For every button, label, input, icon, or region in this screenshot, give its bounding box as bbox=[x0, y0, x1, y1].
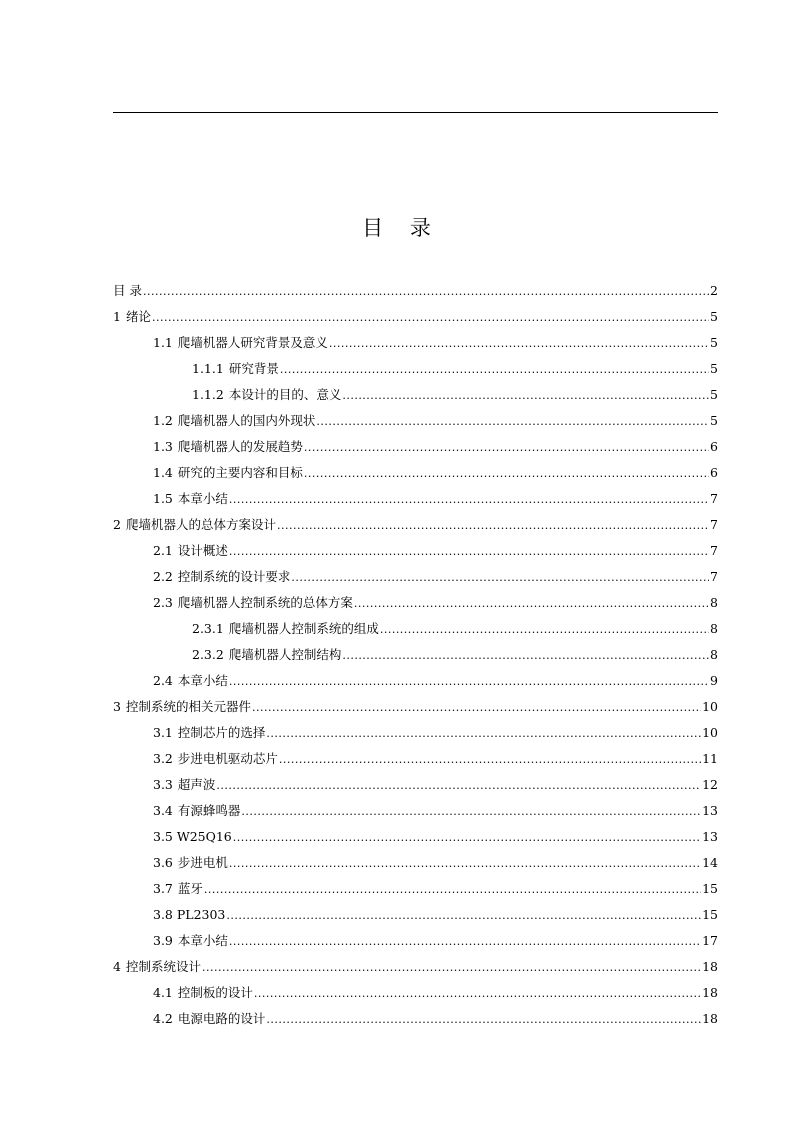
toc-entry-page-number: 10 bbox=[702, 725, 718, 740]
toc-entry-title: 控制系统的相关元器件 bbox=[125, 699, 251, 714]
toc-entry-number: 2.4 bbox=[153, 673, 173, 688]
toc-dot-leader bbox=[280, 362, 709, 378]
toc-entry-number: 1.3 bbox=[153, 439, 173, 454]
toc-entry-title: 爬墙机器人控制结构 bbox=[228, 647, 342, 662]
toc-entry[interactable] bbox=[113, 876, 718, 902]
toc-entry-title: 本设计的目的、意义 bbox=[228, 387, 342, 402]
toc-entry-page-number: 17 bbox=[702, 933, 718, 948]
toc-entry-number: 3.7 bbox=[153, 881, 173, 896]
toc-entry[interactable] bbox=[113, 356, 718, 382]
toc-entry-page-number: 2 bbox=[710, 283, 718, 298]
toc-entry-page-number: 6 bbox=[710, 465, 718, 480]
toc-entry-page-number: 18 bbox=[702, 1011, 718, 1026]
toc-entry-page-number: 8 bbox=[710, 647, 718, 662]
toc-entry-title: 超声波 bbox=[177, 777, 216, 792]
toc-entry-page-number: 10 bbox=[702, 699, 718, 714]
toc-entry-page-number: 7 bbox=[710, 517, 718, 532]
toc-entry-title: 电源电路的设计 bbox=[177, 1011, 266, 1026]
toc-dot-leader bbox=[229, 544, 709, 560]
toc-dot-leader bbox=[342, 388, 709, 404]
toc-entry-page-number: 8 bbox=[710, 595, 718, 610]
toc-dot-leader bbox=[342, 648, 709, 664]
toc-dot-leader bbox=[229, 492, 709, 508]
toc-entry-number: 2 bbox=[113, 517, 121, 532]
toc-entry-page-number: 5 bbox=[710, 413, 718, 428]
toc-dot-leader bbox=[380, 622, 709, 638]
toc-entry-title: 爬墙机器人的总体方案设计 bbox=[125, 517, 276, 532]
toc-entry-number: 2.2 bbox=[153, 569, 173, 584]
toc-entry-number: 4.1 bbox=[153, 985, 173, 1000]
toc-entry-page-number: 14 bbox=[702, 855, 718, 870]
toc-entry[interactable] bbox=[113, 850, 718, 876]
toc-entry-number: 2.1 bbox=[153, 543, 173, 558]
toc-entry-number: 1.1.2 bbox=[192, 387, 224, 402]
toc-entry[interactable] bbox=[113, 1006, 718, 1032]
toc-entry-page-number: 7 bbox=[710, 543, 718, 558]
toc-entry-page-number: 18 bbox=[702, 959, 718, 974]
toc-entry-number: 2.3.1 bbox=[192, 621, 224, 636]
toc-entry[interactable] bbox=[113, 330, 718, 356]
toc-dot-leader bbox=[304, 440, 709, 456]
toc-entry-title: 爬墙机器人控制系统的组成 bbox=[228, 621, 379, 636]
header-rule bbox=[113, 112, 718, 113]
toc-dot-leader bbox=[304, 466, 709, 482]
toc-entry[interactable] bbox=[113, 798, 718, 824]
toc-entry-page-number: 12 bbox=[702, 777, 718, 792]
toc-entry-page-number: 5 bbox=[710, 309, 718, 324]
toc-dot-leader bbox=[279, 752, 701, 768]
toc-entry[interactable] bbox=[113, 512, 718, 538]
toc-entry-title: 研究背景 bbox=[228, 361, 279, 376]
toc-entry-title: 蓝牙 bbox=[177, 881, 203, 896]
toc-entry[interactable] bbox=[113, 278, 718, 304]
toc-entry-number: 3.4 bbox=[153, 803, 173, 818]
toc-entry-title: 爬墙机器人研究背景及意义 bbox=[177, 335, 328, 350]
toc-dot-leader bbox=[229, 674, 709, 690]
toc-list bbox=[113, 278, 718, 1032]
toc-entry-title: 设计概述 bbox=[177, 543, 228, 558]
toc-entry-title: 本章小结 bbox=[177, 491, 228, 506]
toc-dot-leader bbox=[254, 986, 701, 1002]
toc-entry-title: 控制芯片的选择 bbox=[177, 725, 266, 740]
toc-entry-page-number: 5 bbox=[710, 361, 718, 376]
toc-entry[interactable] bbox=[113, 720, 718, 746]
toc-entry[interactable] bbox=[113, 954, 718, 980]
toc-entry-page-number: 15 bbox=[702, 881, 718, 896]
toc-entry-number: 4.2 bbox=[153, 1011, 173, 1026]
toc-entry-number: 3.1 bbox=[153, 725, 173, 740]
toc-entry-number: 3 bbox=[113, 699, 121, 714]
toc-entry-number: 4 bbox=[113, 959, 121, 974]
toc-entry[interactable] bbox=[113, 668, 718, 694]
toc-entry[interactable] bbox=[113, 538, 718, 564]
toc-entry[interactable] bbox=[113, 304, 718, 330]
toc-entry-page-number: 7 bbox=[710, 491, 718, 506]
toc-entry[interactable] bbox=[113, 564, 718, 590]
toc-entry-page-number: 13 bbox=[702, 829, 718, 844]
toc-entry[interactable] bbox=[113, 928, 718, 954]
toc-entry-number: 1.1.1 bbox=[192, 361, 224, 376]
toc-entry[interactable] bbox=[113, 772, 718, 798]
toc-entry[interactable] bbox=[113, 616, 718, 642]
toc-entry-number: 1.4 bbox=[153, 465, 173, 480]
toc-dot-leader bbox=[266, 726, 701, 742]
toc-entry[interactable] bbox=[113, 590, 718, 616]
toc-entry-number: 3.2 bbox=[153, 751, 173, 766]
toc-dot-leader bbox=[226, 908, 701, 924]
page-title: 目 录 bbox=[362, 216, 441, 240]
toc-dot-leader bbox=[229, 934, 701, 950]
toc-entry[interactable] bbox=[113, 902, 718, 928]
toc-entry-title: 爬墙机器人的发展趋势 bbox=[177, 439, 303, 454]
toc-entry-title: 目 录 bbox=[113, 283, 142, 298]
toc-entry-title: 步进电机 bbox=[177, 855, 228, 870]
toc-entry-title: 爬墙机器人控制系统的总体方案 bbox=[177, 595, 353, 610]
toc-entry[interactable] bbox=[113, 824, 718, 850]
toc-dot-leader bbox=[233, 830, 701, 846]
toc-entry[interactable] bbox=[113, 434, 718, 460]
toc-entry-page-number: 13 bbox=[702, 803, 718, 818]
toc-dot-leader bbox=[354, 596, 709, 612]
toc-dot-leader bbox=[266, 1012, 701, 1028]
toc-entry[interactable] bbox=[113, 746, 718, 772]
toc-entry-page-number: 7 bbox=[710, 569, 718, 584]
toc-entry[interactable] bbox=[113, 486, 718, 512]
toc-dot-leader bbox=[229, 856, 701, 872]
toc-dot-leader bbox=[252, 700, 701, 716]
toc-entry-number: 1.1 bbox=[153, 335, 173, 350]
toc-entry-title: 控制系统的设计要求 bbox=[177, 569, 291, 584]
toc-dot-leader bbox=[204, 882, 701, 898]
toc-entry-title: 控制系统设计 bbox=[125, 959, 201, 974]
toc-entry[interactable] bbox=[113, 382, 718, 408]
toc-entry-title: 爬墙机器人的国内外现状 bbox=[177, 413, 316, 428]
toc-dot-leader bbox=[291, 570, 709, 586]
toc-dot-leader bbox=[143, 284, 709, 300]
toc-entry-title: 研究的主要内容和目标 bbox=[177, 465, 303, 480]
toc-entry-page-number: 9 bbox=[710, 673, 718, 688]
toc-entry-number: 1 bbox=[113, 309, 121, 324]
toc-entry-title: 3.5 W25Q16 bbox=[153, 829, 232, 844]
toc-entry-number: 2.3.2 bbox=[192, 647, 224, 662]
toc-entry-title: 本章小结 bbox=[177, 673, 228, 688]
toc-entry-title: 绪论 bbox=[125, 309, 151, 324]
toc-entry-number: 3.3 bbox=[153, 777, 173, 792]
toc-entry-number: 1.2 bbox=[153, 413, 173, 428]
toc-entry-page-number: 8 bbox=[710, 621, 718, 636]
toc-entry[interactable] bbox=[113, 694, 718, 720]
toc-dot-leader bbox=[216, 778, 701, 794]
toc-entry-title: 3.8 PL2303 bbox=[153, 907, 226, 922]
toc-entry-number: 1.5 bbox=[153, 491, 173, 506]
toc-dot-leader bbox=[329, 336, 709, 352]
toc-entry-page-number: 5 bbox=[710, 387, 718, 402]
toc-dot-leader bbox=[277, 518, 709, 534]
toc-entry[interactable] bbox=[113, 980, 718, 1006]
toc-entry-page-number: 6 bbox=[710, 439, 718, 454]
toc-entry-page-number: 11 bbox=[702, 751, 718, 766]
toc-entry-number: 3.9 bbox=[153, 933, 173, 948]
toc-entry[interactable] bbox=[113, 642, 718, 668]
toc-entry-number: 3.6 bbox=[153, 855, 173, 870]
toc-entry[interactable] bbox=[113, 460, 718, 486]
toc-dot-leader bbox=[152, 310, 709, 326]
toc-entry-title: 有源蜂鸣器 bbox=[177, 803, 241, 818]
toc-entry-page-number: 18 bbox=[702, 985, 718, 1000]
toc-dot-leader bbox=[241, 804, 701, 820]
toc-dot-leader bbox=[316, 414, 709, 430]
toc-entry[interactable] bbox=[113, 408, 718, 434]
toc-entry-title: 步进电机驱动芯片 bbox=[177, 751, 278, 766]
toc-entry-title: 控制板的设计 bbox=[177, 985, 253, 1000]
toc-entry-number: 2.3 bbox=[153, 595, 173, 610]
toc-entry-page-number: 15 bbox=[702, 907, 718, 922]
toc-dot-leader bbox=[202, 960, 701, 976]
toc-entry-page-number: 5 bbox=[710, 335, 718, 350]
toc-entry-title: 本章小结 bbox=[177, 933, 228, 948]
